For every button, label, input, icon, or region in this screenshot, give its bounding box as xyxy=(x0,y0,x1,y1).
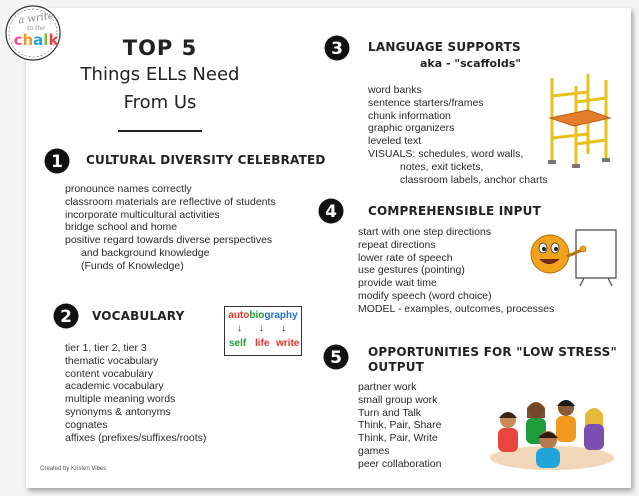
list-item: graphic organizers xyxy=(368,122,455,135)
list-item: classroom materials are reflective of students xyxy=(65,195,276,208)
list-item: repeat directions xyxy=(358,238,436,251)
root-bio: bio xyxy=(249,310,265,321)
list-item: lower rate of speech xyxy=(358,251,453,264)
logo-text-chalk: chalk xyxy=(13,31,59,49)
section-2-list xyxy=(65,342,206,444)
section-3-title: LANGUAGE SUPPORTS xyxy=(368,40,521,54)
number-2-digit: 2 xyxy=(60,307,72,327)
list-item: peer collaboration xyxy=(358,457,442,470)
list-item: positive regard towards diverse perspectives xyxy=(65,234,273,247)
scaffold-icon xyxy=(540,72,614,168)
list-item: sentence starters/frames xyxy=(368,96,484,109)
arrow-down-icon: ↓ xyxy=(281,323,286,334)
title-top: TOP 5 xyxy=(122,36,198,60)
number-5-icon xyxy=(323,342,349,372)
list-item: classroom labels, anchor charts xyxy=(400,173,548,186)
list-item: cognates xyxy=(65,418,108,431)
number-3-icon xyxy=(324,33,350,63)
number-4-digit: 4 xyxy=(325,202,337,222)
list-item: and background knowledge xyxy=(81,246,210,259)
list-item: multiple meaning words xyxy=(65,393,176,406)
list-item: leveled text xyxy=(368,135,422,148)
list-item: provide wait time xyxy=(358,277,437,290)
section-5-title: OPPORTUNITIES FOR "LOW STRESS" xyxy=(368,345,617,359)
autobiography-word xyxy=(225,310,301,321)
list-item: synonyms & antonyms xyxy=(65,405,171,418)
logo-text-mid: to the xyxy=(27,25,45,32)
teacher-emoji-icon xyxy=(528,226,620,288)
list-item: chunk information xyxy=(368,109,451,122)
section-2-title: VOCABULARY xyxy=(92,309,185,323)
section-4-title: COMPREHENSIBLE INPUT xyxy=(368,204,541,218)
section-1-list xyxy=(65,183,276,273)
list-item: small group work xyxy=(358,393,438,406)
list-item: pronounce names correctly xyxy=(65,183,192,195)
list-item: partner work xyxy=(358,381,417,393)
list-item: VISUALS: schedules, word walls, xyxy=(368,147,524,160)
list-item: thematic vocabulary xyxy=(65,354,159,367)
credit-text: Created by Kristen Vibes xyxy=(40,466,107,472)
number-4-icon xyxy=(318,196,344,226)
list-item: use gestures (pointing) xyxy=(358,264,465,277)
meaning-life: life xyxy=(255,338,270,349)
list-item: affixes (prefixes/suffixes/roots) xyxy=(65,431,207,444)
list-item: Turn and Talk xyxy=(358,406,422,419)
title-bottom: From Us xyxy=(123,92,197,113)
section-4-list xyxy=(358,226,554,316)
list-item: notes, exit tickets, xyxy=(400,160,484,173)
prefix-auto: auto xyxy=(228,310,250,321)
number-2-icon xyxy=(53,301,79,331)
list-item: (Funds of Knowledge) xyxy=(81,259,184,272)
title-underline xyxy=(118,130,202,132)
arrow-down-icon: ↓ xyxy=(259,323,264,334)
title-middle: Things ELLs Need xyxy=(80,64,240,85)
list-item: content vocabulary xyxy=(65,367,154,380)
list-item: MODEL - examples, outcomes, processes xyxy=(358,302,555,315)
list-item: word banks xyxy=(368,84,422,96)
arrow-down-icon: ↓ xyxy=(237,323,242,334)
list-item: Think, Pair, Write xyxy=(358,432,438,445)
list-item: incorporate multicultural activities xyxy=(65,208,220,221)
list-item: tier 1, tier 2, tier 3 xyxy=(65,342,147,354)
section-5-title-line-2: OUTPUT xyxy=(368,360,425,374)
number-1-digit: 1 xyxy=(51,152,63,172)
section-5-list xyxy=(358,381,441,471)
list-item: start with one step directions xyxy=(358,226,492,238)
list-item: bridge school and home xyxy=(65,221,178,234)
number-1-icon xyxy=(44,146,70,176)
meaning-self: self xyxy=(229,338,247,349)
list-item: games xyxy=(358,444,390,457)
list-item: modify speech (word choice) xyxy=(358,289,492,302)
list-item: Think, Pair, Share xyxy=(358,419,442,432)
list-item: academic vocabulary xyxy=(65,380,164,393)
number-3-digit: 3 xyxy=(331,39,343,59)
kids-circle-icon xyxy=(486,392,618,474)
autobiography-graphic xyxy=(224,306,302,356)
section-3-subtitle: aka - "scaffolds" xyxy=(420,57,521,70)
meaning-write: write xyxy=(276,338,300,349)
suffix-graphy: graphy xyxy=(264,310,298,321)
logo-text-top: a write xyxy=(17,10,55,27)
number-5-digit: 5 xyxy=(330,348,342,368)
section-3-list xyxy=(368,84,548,186)
section-1-title: CULTURAL DIVERSITY CELEBRATED xyxy=(86,153,326,167)
